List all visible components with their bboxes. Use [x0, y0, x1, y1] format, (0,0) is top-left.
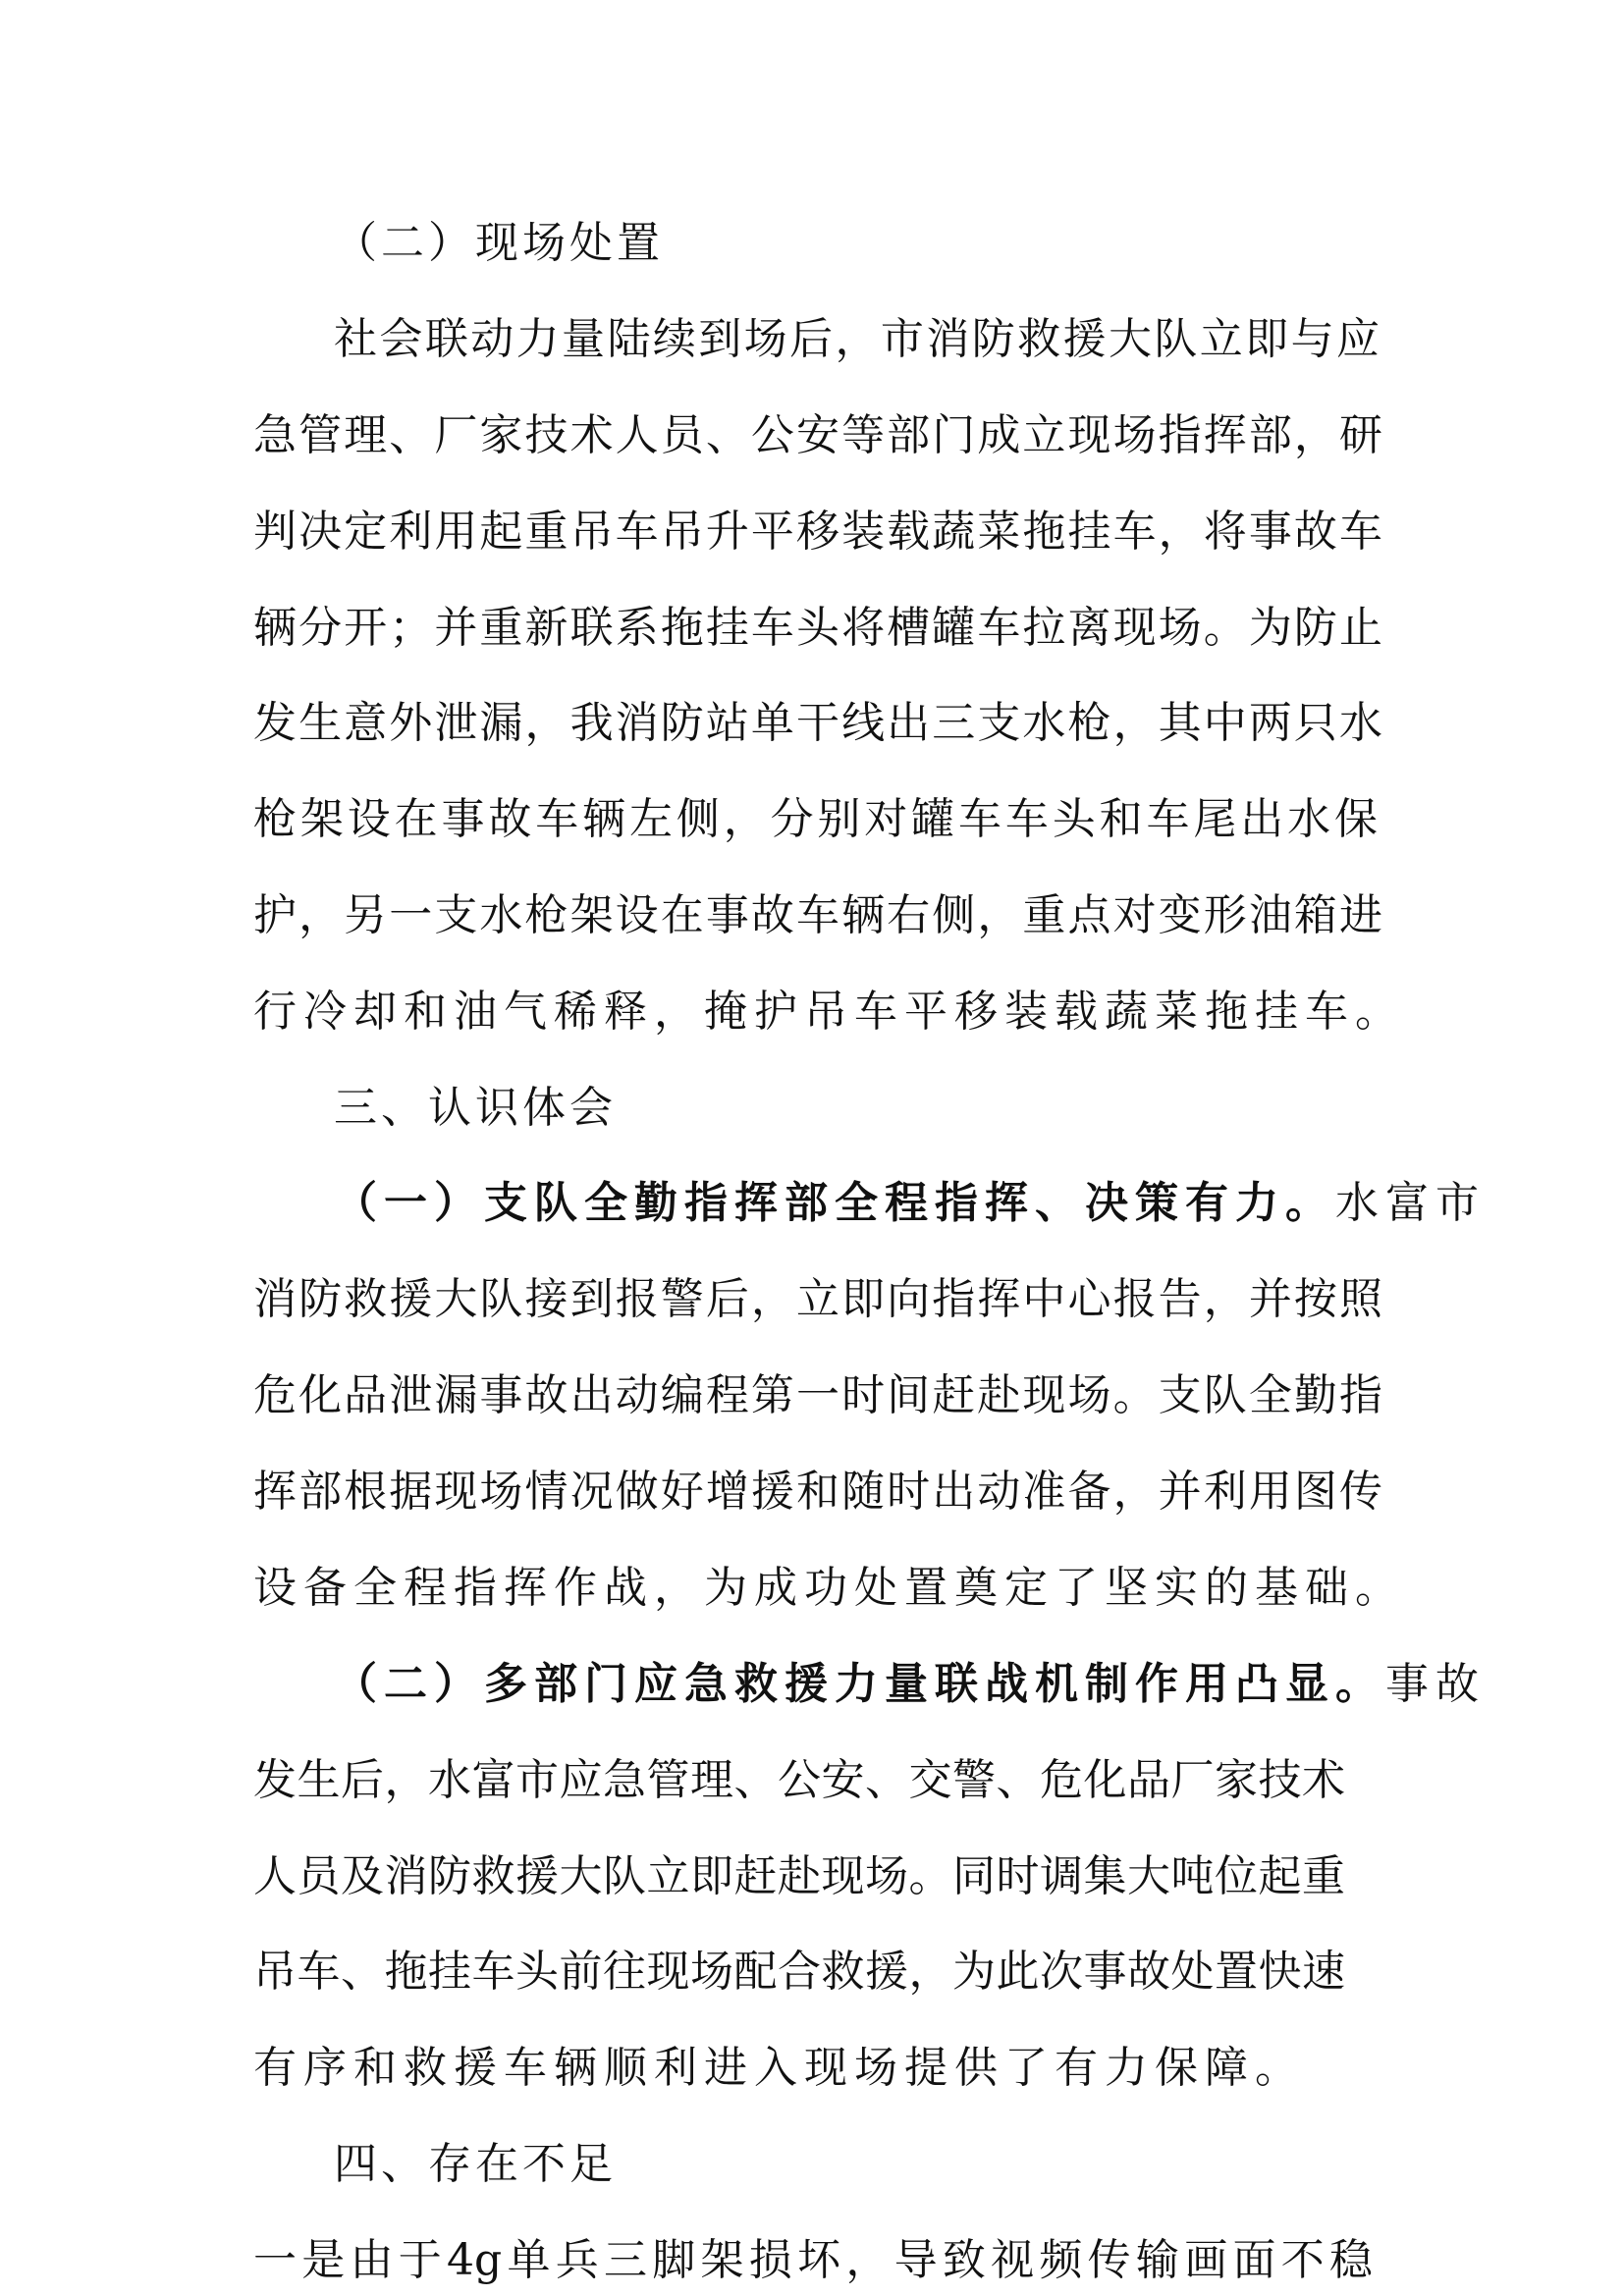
paragraph-line: 行冷却和油气稀释，掩护吊车平移装载蔬菜拖挂车。 — [253, 987, 1405, 1037]
point-1-first-line — [334, 1174, 1486, 1233]
paragraph-line: 危化品泄漏事故出动编程第一时间赶赴现场。支队全勤指 — [253, 1370, 1382, 1420]
paragraph-line: 枪架设在事故车辆左侧，分别对罐车车头和车尾出水保 — [253, 794, 1378, 844]
sub-heading-scene-handling: （二）现场处置 — [334, 218, 664, 268]
point-2-first-line — [334, 1655, 1486, 1714]
paragraph-line: 设备全程指挥作战，为成功处置奠定了坚实的基础。 — [253, 1563, 1405, 1613]
point-1-first-tail: 水富市 — [1335, 1178, 1486, 1228]
paragraph-line: 人员及消防救援大队立即赶赴现场。同时调集大吨位起重 — [253, 1851, 1345, 1901]
paragraph-line: 判决定利用起重吊车吊升平移装载蔬菜拖挂车，将事故车 — [253, 507, 1382, 557]
point-1-title: （一）支队全勤指挥部全程指挥、决策有力。 — [334, 1178, 1335, 1228]
paragraph-line: 有序和救援车辆顺利进入现场提供了有力保障。 — [253, 2043, 1305, 2093]
paragraph-line: 社会联动力量陆续到场后，市消防救援大队立即与应 — [334, 314, 1380, 364]
section-heading-insights: 三、认识体会 — [334, 1083, 617, 1133]
paragraph-line: 一是由于4g单兵三脚架损坏，导致视频传输画面不稳 — [253, 2235, 1373, 2285]
paragraph-line: 急管理、厂家技术人员、公安等部门成立现场指挥部，研 — [253, 410, 1382, 460]
paragraph-line: 吊车、拖挂车头前往现场配合救援，为此次事故处置快速 — [253, 1947, 1345, 1997]
paragraph-line: 消防救援大队接到报警后，立即向指挥中心报告，并按照 — [253, 1274, 1382, 1324]
point-2-first-tail: 事故 — [1385, 1659, 1486, 1709]
paragraph-line: 辆分开；并重新联系拖挂车头将槽罐车拉离现场。为防止 — [253, 603, 1382, 653]
paragraph-line: 发生后，水富市应急管理、公安、交警、危化品厂家技术 — [253, 1755, 1345, 1805]
paragraph-line: 护，另一支水枪架设在事故车辆右侧，重点对变形油箱进 — [253, 890, 1382, 940]
point-2-title: （二）多部门应急救援力量联战机制作用凸显。 — [334, 1659, 1385, 1709]
section-heading-shortcomings: 四、存在不足 — [334, 2139, 617, 2189]
paragraph-line: 发生意外泄漏，我消防站单干线出三支水枪，其中两只水 — [253, 698, 1382, 748]
paragraph-line: 挥部根据现场情况做好增援和随时出动准备，并利用图传 — [253, 1467, 1382, 1517]
